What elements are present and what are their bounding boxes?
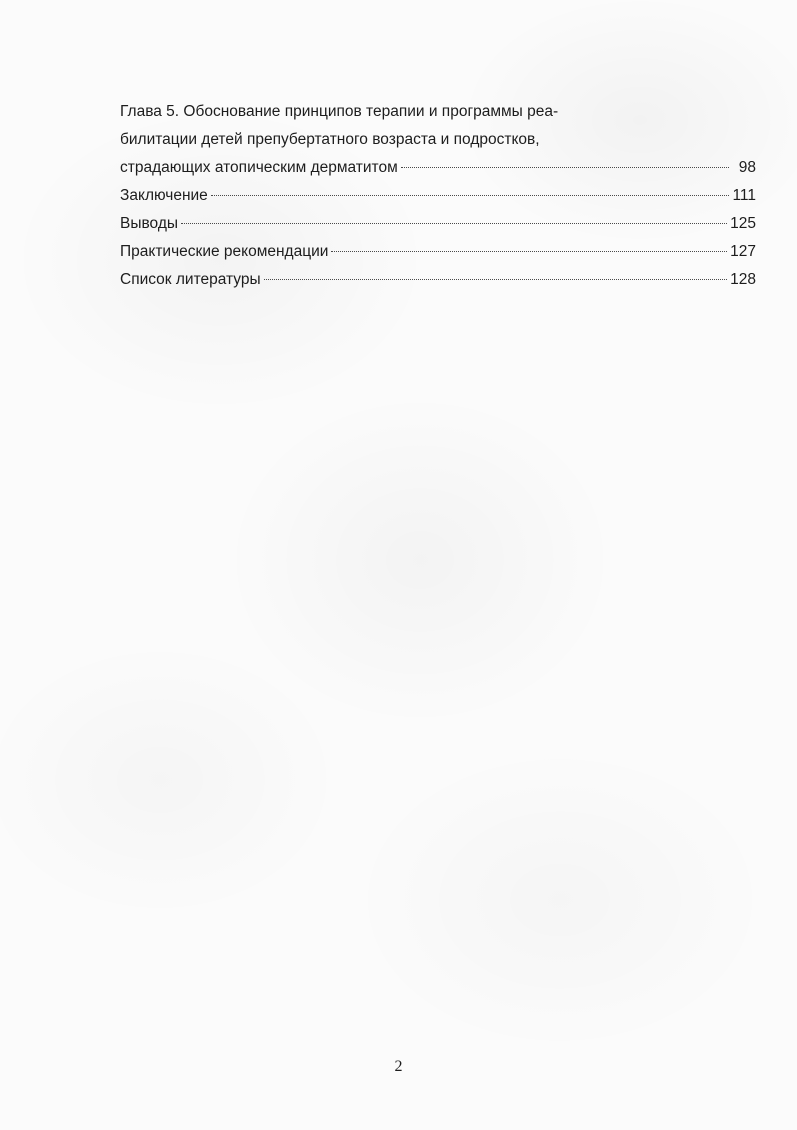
toc-entry-chapter5 (120, 154, 756, 182)
toc-entry-page: 127 (730, 243, 756, 260)
table-of-contents (120, 98, 756, 294)
toc-entry-references (120, 266, 756, 294)
dot-leader (181, 223, 727, 224)
toc-entry-title: Заключение (120, 187, 208, 204)
toc-entry-title: страдающих атопическим дерматитом (120, 159, 398, 176)
toc-chapter5-line2: билитации детей препубертатного возраста и подростков, (120, 131, 540, 148)
dot-leader (211, 195, 729, 196)
toc-entry-page: 128 (730, 271, 756, 288)
toc-entry-page: 111 (732, 187, 756, 204)
page-number: 2 (394, 1058, 403, 1075)
toc-entry-title: Список литературы (120, 271, 261, 288)
toc-entry-page: 98 (738, 159, 756, 176)
toc-entry-page: 125 (730, 215, 756, 232)
toc-entry-title: Практические рекомендации (120, 243, 329, 260)
toc-chapter5-line1: Глава 5. Обоснование принципов терапии и программы реа- (120, 103, 559, 120)
toc-entry-findings (120, 210, 756, 238)
dot-leader (264, 279, 727, 280)
dot-leader (401, 167, 729, 168)
toc-entry-conclusion (120, 182, 756, 210)
dot-leader (331, 251, 727, 252)
toc-entry-recommendations (120, 238, 756, 266)
toc-entry-title: Выводы (120, 215, 179, 232)
